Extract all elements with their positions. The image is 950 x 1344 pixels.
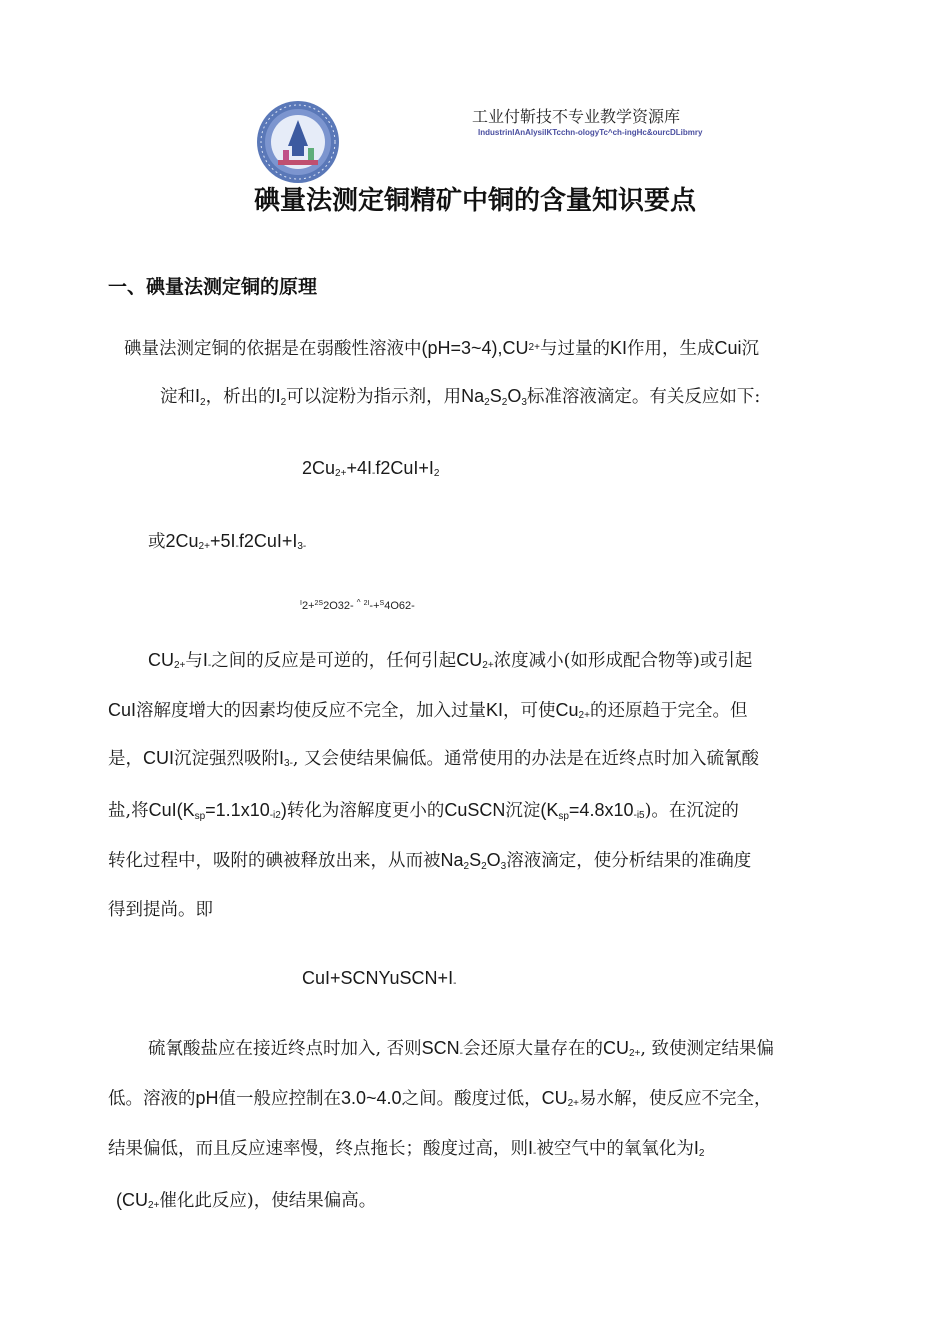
equation-1: 2Cu2++4I-f2CuI+I2: [302, 458, 440, 479]
equation-4: CuI+SCNYuSCN+I-: [302, 968, 457, 989]
paragraph-line: 硫氰酸盐应在接近终点时加入, 否则SCN-会还原大量存在的CU2+, 致使测定结果偏: [148, 1038, 775, 1059]
paragraph-line: 淀和$I_2$，析出的$I_2$可以淀粉为指示剂，用$Na_2S_2O_3$标准溶液滴定。有关反应如下:: [160, 386, 761, 408]
document-title: 碘量法测定铜精矿中铜的含量知识要点: [253, 186, 696, 216]
paragraph-line: 低。溶液的pH值一般应控制在3.0~4.0之间。酸度过低，CU2+易水解，使反应不完全，: [108, 1088, 772, 1109]
equation-2: 或2Cu2++5I-f2CuI+I3-: [148, 531, 307, 552]
header-title-cn: 工业付靳技不专业教学资源库: [472, 107, 681, 126]
paragraph-line: 碘量法测定铜的依据是在弱酸性溶液中$(pH=3\sim 4),CU^{2+}$与过量的KI作用，生成Cui沉: [124, 338, 759, 359]
equation-3: $^I$2+$^{2S}$2O32- ^ $^{2I}$-+$^S$4O62-: [300, 598, 415, 612]
paragraph-line: (CU2+催化此反应)，使结果偏高。: [116, 1190, 377, 1211]
paragraph-line: 是，CUI沉淀强烈吸附I3-, 又会使结果偏低。通常使用的办法是在近终点时加入硫氰酸: [108, 748, 760, 769]
paragraph-line: 盐,将$CuI(K_{sp}=1.1x10-i2)$转化为溶解度更小的CuSCN沉淀$(K_{sp}=4.8x10-i5)$。在沉淀的: [108, 800, 739, 822]
header-title-en: IndustrinlAnAlysilKTcchn-ologyTc^ch-ingHc&ourcDLibmry: [478, 128, 703, 137]
paragraph-line: 转化过程中，吸附的碘被释放出来，从而被$Na_2S_2O_3$溶液滴定，使分析结果的准确度: [108, 850, 752, 872]
school-logo: [256, 100, 340, 184]
section-heading: 一、碘量法测定铜的原理: [108, 276, 318, 298]
paragraph-line: CuI溶解度增大的因素均使反应不完全，加入过量KI，可使Cu2+的还原趋于完全。但: [108, 700, 748, 721]
paragraph-line: 结果偏低，而且反应速率慢，终点拖长；酸度过高，则I-被空气中的氧氧化为I2: [108, 1138, 705, 1159]
paragraph-line: CU2+与I-之间的反应是可逆的，任何引起CU2+浓度减小(如形成配合物等)或引起: [148, 650, 753, 671]
paragraph-line: 得到提尚。即: [108, 900, 213, 920]
